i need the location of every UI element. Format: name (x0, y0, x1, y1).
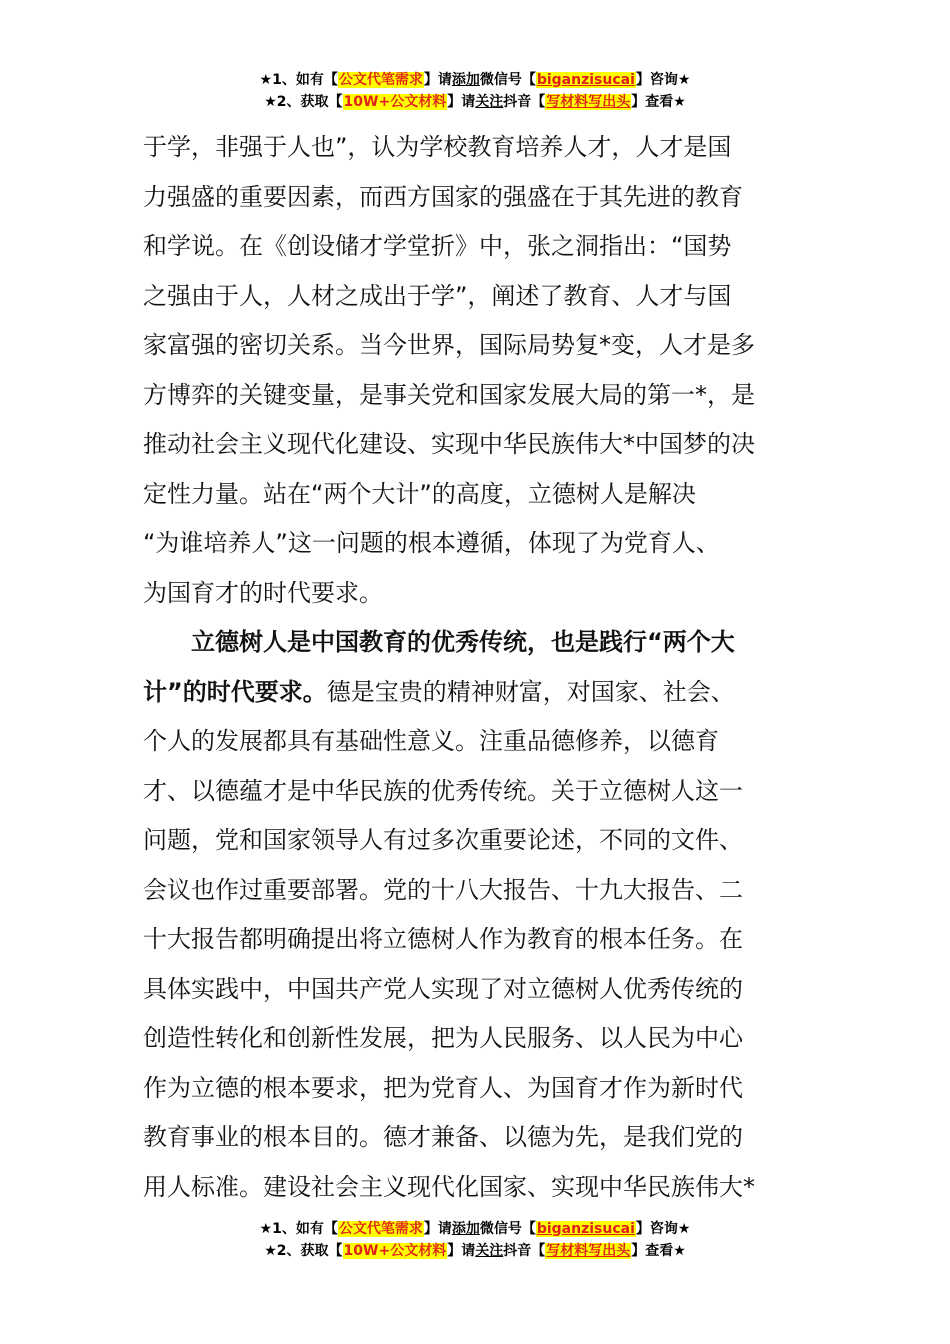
promo-highlight: 公文代笔需求 (338, 1221, 423, 1237)
text-line: 之强由于人，人材之成出于学”，阐述了教育、人才与国 (143, 281, 732, 310)
paragraph-1 (143, 123, 807, 618)
text-line: 方博弈的关键变量，是事关党和国家发展大局的第一*，是 (143, 380, 755, 409)
promo-underlined-text: 关注 (475, 1243, 504, 1259)
promo-text: 】查看 (631, 1243, 674, 1259)
wechat-id-highlight: biganzisucai (536, 1221, 635, 1237)
promo-text: 】咨询 (635, 72, 678, 88)
promo-underlined-text: 添加 (451, 72, 480, 88)
paragraph-2 (143, 618, 807, 1212)
douyin-id-highlight: 写材料写出头 (546, 1243, 631, 1259)
text-line: 创造性转化和创新性发展，把为人民服务、以人民为中心 (143, 1024, 743, 1052)
promo-line-2 (0, 91, 950, 113)
promo-highlight: 10W+公文材料 (343, 1243, 447, 1259)
text-line: 和学说。在《创设储才学堂折》中，张之洞指出：“国势 (143, 232, 732, 260)
douyin-id-highlight: 写材料写出头 (546, 94, 631, 110)
text-line: 才、以德蕴才是中华民族的优秀传统。关于立德树人这一 (143, 776, 743, 805)
text-segment: 德是宝贵的精神财富，对国家、社会、 (326, 677, 735, 706)
promo-highlight: 10W+公文材料 (343, 94, 447, 110)
star-icon: ★ (673, 94, 686, 110)
text-line: 会议也作过重要部署。党的十八大报告、十九大报告、二 (143, 875, 743, 904)
text-line: 教育事业的根本目的。德才兼备、以德为先，是我们党的 (143, 1123, 743, 1151)
promo-text: 】咨询 (635, 1221, 678, 1237)
promo-text: 2、获取【 (276, 94, 343, 110)
promo-text: 微信号【 (479, 72, 536, 88)
text-line: 个人的发展都具有基础性意义。注重品德修养，以德育 (143, 727, 719, 755)
star-icon: ★ (677, 72, 691, 88)
text-line (143, 668, 807, 718)
text-line: 于学，非强于人也”，认为学校教育培养人才，人才是国 (143, 133, 732, 161)
header-promo-banner (0, 69, 950, 113)
footer-promo-banner (0, 1218, 950, 1262)
promo-underlined-text: 添加 (451, 1221, 480, 1237)
promo-text: 抖音【 (503, 1243, 546, 1259)
bold-heading-text: 立德树人是中国教育的优秀传统，也是践行“两个大 (191, 628, 735, 656)
promo-text: 】查看 (631, 94, 674, 110)
promo-underlined-text: 关注 (475, 94, 504, 110)
text-line (143, 618, 807, 668)
star-icon: ★ (677, 1221, 691, 1237)
promo-line-1 (0, 69, 950, 91)
text-line: 推动社会主义现代化建设、实现中华民族伟大*中国梦的决 (143, 430, 755, 458)
promo-text: 2、获取【 (276, 1243, 343, 1259)
promo-highlight: 公文代笔需求 (338, 72, 423, 88)
star-icon: ★ (264, 94, 277, 110)
document-body (143, 123, 807, 1212)
promo-text: 抖音【 (503, 94, 546, 110)
promo-line-1 (0, 1218, 950, 1240)
text-line: 具体实践中，中国共产党人实现了对立德树人优秀传统的 (143, 974, 743, 1003)
text-line: 定性力量。站在“两个大计”的高度，立德树人是解决 (143, 479, 696, 508)
promo-text: 】请 (447, 1243, 476, 1259)
bold-heading-text: 计”的时代要求。 (143, 677, 327, 706)
promo-text: 】请 (423, 1221, 452, 1237)
wechat-id-highlight: biganzisucai (536, 72, 635, 88)
promo-text: 1、如有【 (272, 72, 338, 88)
promo-text: 1、如有【 (272, 1221, 338, 1237)
text-line: 为国育才的时代要求。 (143, 578, 383, 607)
text-line: 力强盛的重要因素，而西方国家的强盛在于其先进的教育 (143, 182, 743, 211)
promo-text: 微信号【 (479, 1221, 536, 1237)
text-line: 十大报告都明确提出将立德树人作为教育的根本任务。在 (143, 925, 743, 953)
text-line: “为谁培养人”这一问题的根本遵循，体现了为党育人、 (143, 529, 720, 557)
star-icon: ★ (259, 1221, 273, 1237)
text-line: 作为立德的根本要求，把为党育人、为国育才作为新时代 (143, 1073, 743, 1102)
text-line: 问题，党和国家领导人有过多次重要论述，不同的文件、 (143, 826, 743, 854)
star-icon: ★ (264, 1243, 277, 1259)
promo-text: 】请 (447, 94, 476, 110)
star-icon: ★ (259, 72, 273, 88)
promo-text: 】请 (423, 72, 452, 88)
star-icon: ★ (673, 1243, 686, 1259)
text-line: 家富强的密切关系。当今世界，国际局势复*变，人才是多 (143, 331, 755, 359)
promo-line-2 (0, 1240, 950, 1262)
text-line: 用人标准。建设社会主义现代化国家、实现中华民族伟大* (143, 1172, 755, 1201)
